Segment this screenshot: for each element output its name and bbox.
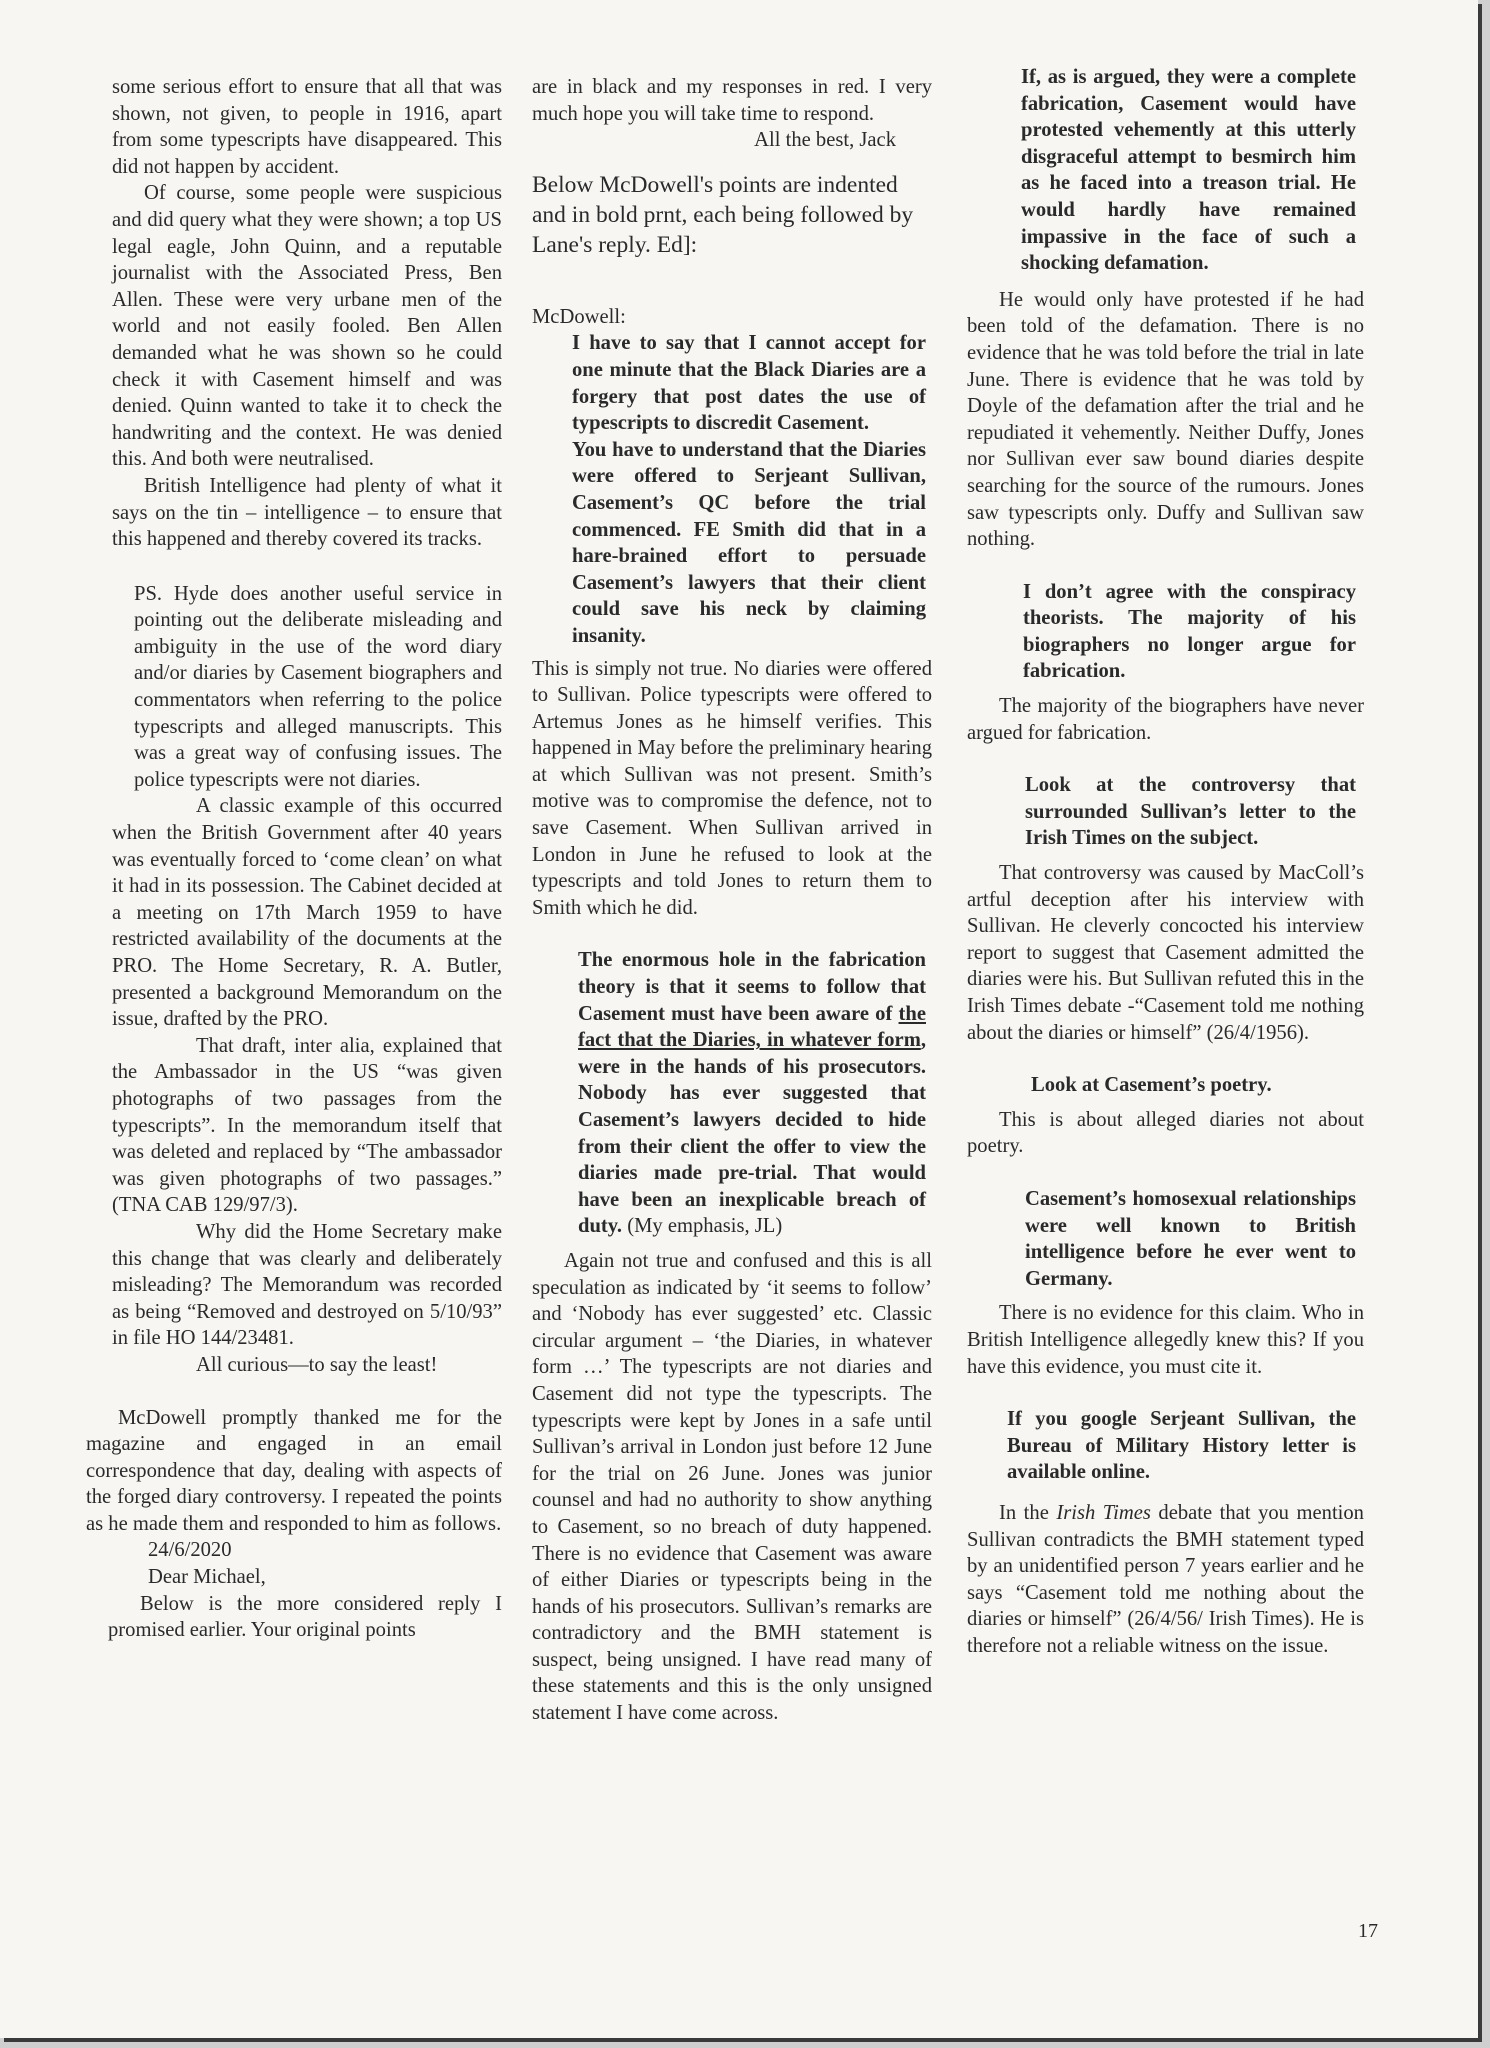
letter-salutation: Dear Michael, xyxy=(148,1566,266,1589)
paragraph: A classic example of this occurred when the British Government after 40 years was eventually forced to ‘come clean’ on what it had in its possession. The Cabinet decided at a meeting on 17th March 1959 to have restricted availability of the documents at the PRO. The Home Secretary, R. A. Butler, presented a background Memorandum on the issue, drafted by the PRO. xyxy=(112,795,502,1031)
postscript-paragraph: PS. Hyde does another useful service in pointing out the deliberate misleading and ambiguity in the use of the word diary and/or diaries by Casement biographers and commentators when referring to the police typescripts and alleged manuscripts. This was a great way of confusing issues. The police typescripts were not diaries. xyxy=(134,582,502,791)
reply-paragraph: Again not true and confused and this is all speculation as indicated by ‘it seems to follow’ and ‘Nobody has ever suggested’ etc. Classic circular argument – ‘the Diaries, in whatever form …’ The typescripts are not diaries and Casement did not type the typescripts. The typescripts were kept by Jones in a safe until Sullivan’s arrival in London just before 12 June for the trial on 26 June. Jones was junior counsel and had no authority to show anything to Casement, so no breach of duty happened. There is no evidence that Casement was aware of either Diaries or typescripts being in the hands of his prosecutors. Sullivan’s remarks are contradictory and the BMH statement is suspect, being unsigned. I have read many of these statements and this is the only unsigned statement I have come across. xyxy=(532,1249,932,1725)
quoted-point: I don’t agree with the conspiracy theorists. The majority of his biographers no longer argue for fabrication. xyxy=(1023,580,1356,683)
reply-paragraph: The majority of the biographers have never argued for fabrication. xyxy=(967,695,1364,744)
paragraph: some serious effort to ensure that all that was shown, not given, to people in 1916, apart from some typescripts have disappeared. This did not happen by accident. xyxy=(112,76,502,178)
reply-paragraph: There is no evidence for this claim. Who in British Intelligence allegedly knew this? If you have this evidence, you must cite it. xyxy=(967,1302,1364,1378)
column-middle xyxy=(532,74,932,1727)
quoted-point: Casement’s homosexual relationships were well known to British intelligence before he ever went to Germany. xyxy=(1025,1187,1356,1290)
speaker-label: McDowell: xyxy=(532,305,626,328)
quoted-point: Look at Casement’s poetry. xyxy=(1031,1074,1272,1097)
letter-signoff: All the best, Jack xyxy=(754,129,896,152)
reply-paragraph: He would only have protested if he had been told of the defamation. There is no evidence that he was told before the trial in late June. There is evidence that he was told by Doyle of the defamation after the trial and he repudiated it vehemently. Neither Duffy, Jones nor Sullivan ever saw bound diaries despite searching for the source of the rumours. Jones saw typescripts only. Duffy and Sullivan saw nothing. xyxy=(967,288,1364,551)
publication-name: Irish Times xyxy=(1056,1501,1151,1524)
paragraph: Of course, some people were suspicious and did query what they were shown; a top US legal eagle, John Quinn, and a reputable journalist with the Associated Press, Ben Allen. These were very urbane men of the world and not easily fooled. Ben Allen demanded what he was shown so he could check it with Casement himself and was denied. Quinn wanted to take it to check the handwriting and the context. He was denied this. And both were neutralised. xyxy=(112,182,502,471)
paragraph: Below is the more considered reply I promised earlier. Your original points xyxy=(108,1592,502,1642)
spacer xyxy=(112,1379,502,1405)
editor-note: Below McDowell's points are indented and in bold prnt, each being followed by Lane's reply. Ed]: xyxy=(532,171,914,258)
reply-paragraph: That controversy was caused by MacColl’s artful deception after his interview with Sullivan. He cleverly concocted his interview report to suggest that Casement admitted the diaries were his. But Sullivan refuted this in the Irish Times debate -“Casement told me nothing about the diaries or himself” (26/4/1956). xyxy=(967,862,1364,1044)
column-right xyxy=(967,64,1364,1659)
emphasis-underline: the fact that the Diaries, in whatever form xyxy=(578,1002,926,1052)
spacer xyxy=(967,553,1364,579)
quoted-point: I have to say that I cannot accept for one minute that the Black Diaries are a forgery that post dates the use of typescripts to discredit Casement. xyxy=(572,332,926,435)
paragraph: are in black and my responses in red. I very much hope you will take time to respond. xyxy=(532,76,932,125)
quoted-point: If, as is argued, they were a complete fabrication, Casement would have protested vehemently at this utterly disgraceful attempt to besmirch him as he faced into a treason trial. He would hardly have remained impassive in the face of such a shocking defamation. xyxy=(1021,66,1356,275)
spacer xyxy=(967,1380,1364,1406)
reply-paragraph: This is about alleged diaries not about poetry. xyxy=(967,1108,1364,1158)
paragraph: McDowell promptly thanked me for the magazine and engaged in an email correspondence that day, dealing with aspects of the forged diary controversy. I repeated the points as he made them and responded to him as follows. xyxy=(86,1406,502,1535)
paragraph: British Intelligence had plenty of what it says on the tin – intelligence – to ensure that this happened and thereby covered its tracks. xyxy=(112,474,502,551)
column-left xyxy=(86,74,502,1644)
spacer xyxy=(532,921,932,947)
paragraph: That draft, inter alia, explained that the Ambassador in the US “was given photographs of two passages from the typescripts”. In the memorandum itself that was deleted and replaced by “The ambassador was given photographs of two passages.” (TNA CAB 129/97/3). xyxy=(112,1034,502,1217)
spacer xyxy=(532,260,932,304)
quoted-point: If you google Serjeant Sullivan, the Bureau of Military History letter is available online. xyxy=(1007,1408,1356,1484)
page-number: 17 xyxy=(1358,1920,1378,1942)
spacer xyxy=(967,746,1364,772)
spacer xyxy=(967,1046,1364,1072)
letter-date: 24/6/2020 xyxy=(148,1539,232,1562)
paragraph: All curious—to say the least! xyxy=(196,1353,438,1376)
quoted-point: Look at the controversy that surrounded Sullivan’s letter to the Irish Times on the subject. xyxy=(1025,774,1356,850)
quoted-point: The enormous hole in the fabrication theory is that it seems to follow that Casement must have been aware of the fact that the Diaries, in whatever form, were in the hands of his prosecutors. Nobody has ever suggested that Casement’s lawyers decided to hide from their client the offer to view the diaries made pre-trial. That would have been an inexplicable breach of duty. (My emphasis, JL) xyxy=(578,949,926,1238)
reply-paragraph: This is simply not true. No diaries were offered to Sullivan. Police typescripts were offered to Artemus Jones as he himself verifies. This happened in May before the preliminary hearing at which Sullivan was not present. Smith’s motive was to compromise the defence, not to save Casement. When Sullivan arrived in London in June he refused to look at the typescripts and told Jones to return them to Smith which he did. xyxy=(532,657,932,919)
quoted-point: You have to understand that the Diaries were offered to Serjeant Sullivan, Casement’s QC before the trial commenced. FE Smith did that in a hare-brained effort to persuade Casement’s lawyers that their client could save his neck by claiming insanity. xyxy=(572,438,926,647)
paragraph: Why did the Home Secretary make this change that was clearly and deliberately misleading? The Memorandum was recorded as being “Removed and destroyed on 5/10/93” in file HO 144/23481. xyxy=(112,1220,502,1350)
reply-paragraph: In the Irish Times debate that you mention Sullivan contradicts the BMH statement typed by an unidentified person 7 years earlier and he says “Casement told me nothing about the diaries or himself” (26/4/56/ Irish Times). He is therefore not a reliable witness on the issue. xyxy=(967,1501,1364,1657)
spacer xyxy=(967,1160,1364,1186)
